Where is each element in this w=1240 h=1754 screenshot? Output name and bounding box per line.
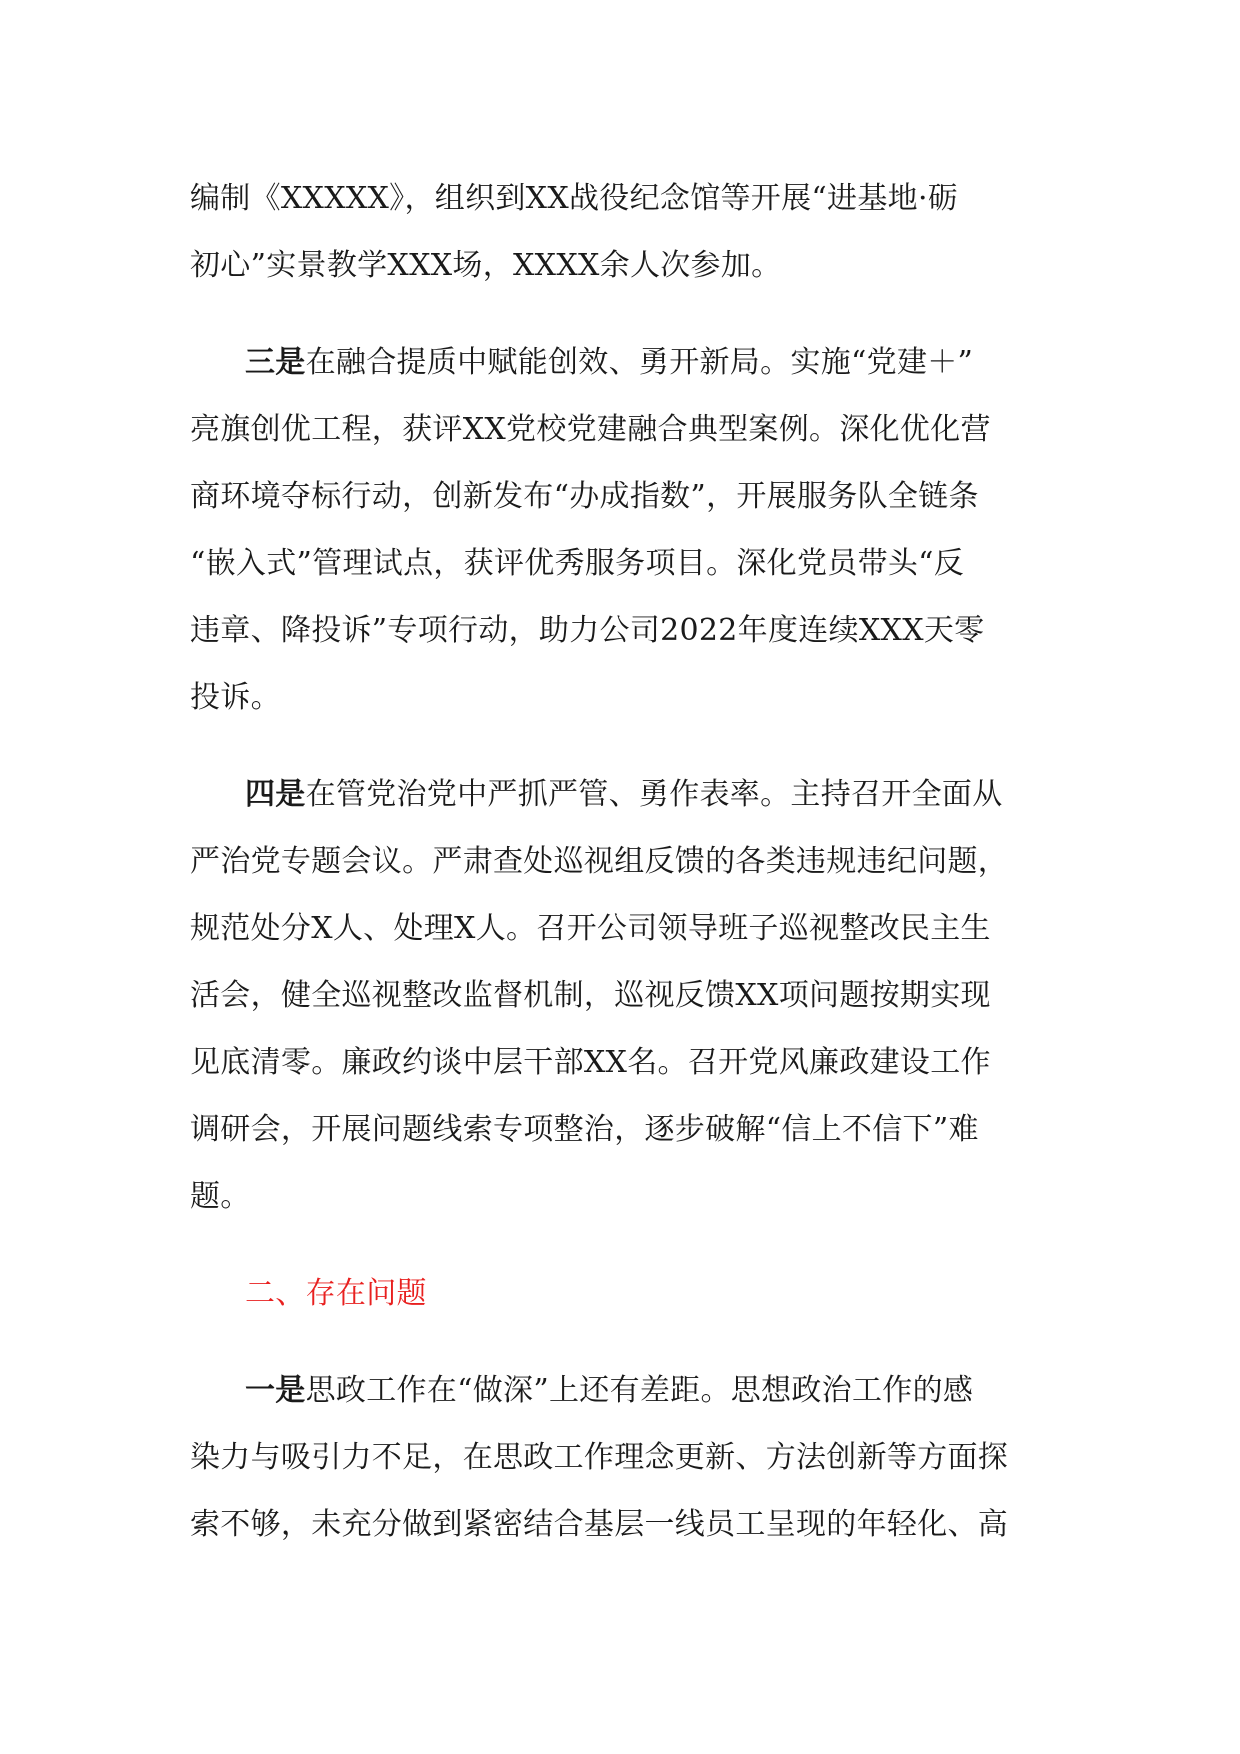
- paragraph-lead: 三是: [245, 345, 306, 380]
- text-line: 规范处分X人、处理X人。召开公司领导班子巡视整改民主生: [190, 911, 991, 946]
- paragraph-4: [190, 1357, 1050, 1558]
- text-line: 投诉。: [190, 680, 281, 715]
- text-line: 严治党专题会议。严肃查处巡视组反馈的各类违规违纪问题，: [190, 844, 1009, 879]
- text-run: 在管党治党中严抓严管、勇作表率。主持召开全面从: [305, 777, 1003, 812]
- text-line: [190, 1357, 1050, 1424]
- paragraph-lead: 一是: [245, 1373, 306, 1408]
- text-line: 活会，健全巡视整改监督机制，巡视反馈XX项问题按期实现: [190, 978, 991, 1013]
- section-heading: 二、存在问题: [245, 1276, 427, 1311]
- text-line: 染力与吸引力不足，在思政工作理念更新、方法创新等方面探: [190, 1440, 1009, 1475]
- paragraph-2: [190, 329, 1050, 731]
- text-line: 亮旗创优工程，获评XX党校党建融合典型案例。深化优化营: [190, 412, 991, 447]
- text-line: 索不够，未充分做到紧密结合基层一线员工呈现的年轻化、高: [190, 1507, 1009, 1542]
- paragraph-gap: [190, 1327, 1050, 1357]
- text-line: 见底清零。廉政约谈中层干部XX名。召开党风廉政建设工作: [190, 1045, 991, 1080]
- text-line: 违章、降投诉”专项行动，助力公司2022年度连续XXX天零: [190, 613, 985, 648]
- text-line: 题。: [190, 1179, 251, 1214]
- text-line: 编制《XXXXX》，组织到XX战役纪念馆等开展“进基地·砺: [190, 181, 959, 216]
- paragraph-1: [190, 165, 1050, 299]
- text-run: 在融合提质中赋能创效、勇开新局。实施“党建＋”: [305, 345, 974, 380]
- paragraph-gap: [190, 1230, 1050, 1260]
- paragraph-lead: 四是: [245, 777, 306, 812]
- paragraph-gap: [190, 299, 1050, 329]
- document-body: [190, 165, 1050, 1558]
- paragraph-3: [190, 761, 1050, 1230]
- paragraph-gap: [190, 731, 1050, 761]
- text-line: [190, 761, 1050, 828]
- text-run: 思政工作在“做深”上还有差距。思想政治工作的感: [305, 1373, 974, 1408]
- text-line: 商环境夺标行动，创新发布“办成指数”，开展服务队全链条: [190, 479, 979, 514]
- text-line: [190, 329, 1050, 396]
- text-line: 调研会，开展问题线索专项整治，逐步破解“信上不信下”难: [190, 1112, 979, 1147]
- text-line: “嵌入式”管理试点，获评优秀服务项目。深化党员带头“反: [190, 546, 965, 581]
- text-line: 初心”实景教学XXX场，XXXX余人次参加。: [190, 248, 782, 283]
